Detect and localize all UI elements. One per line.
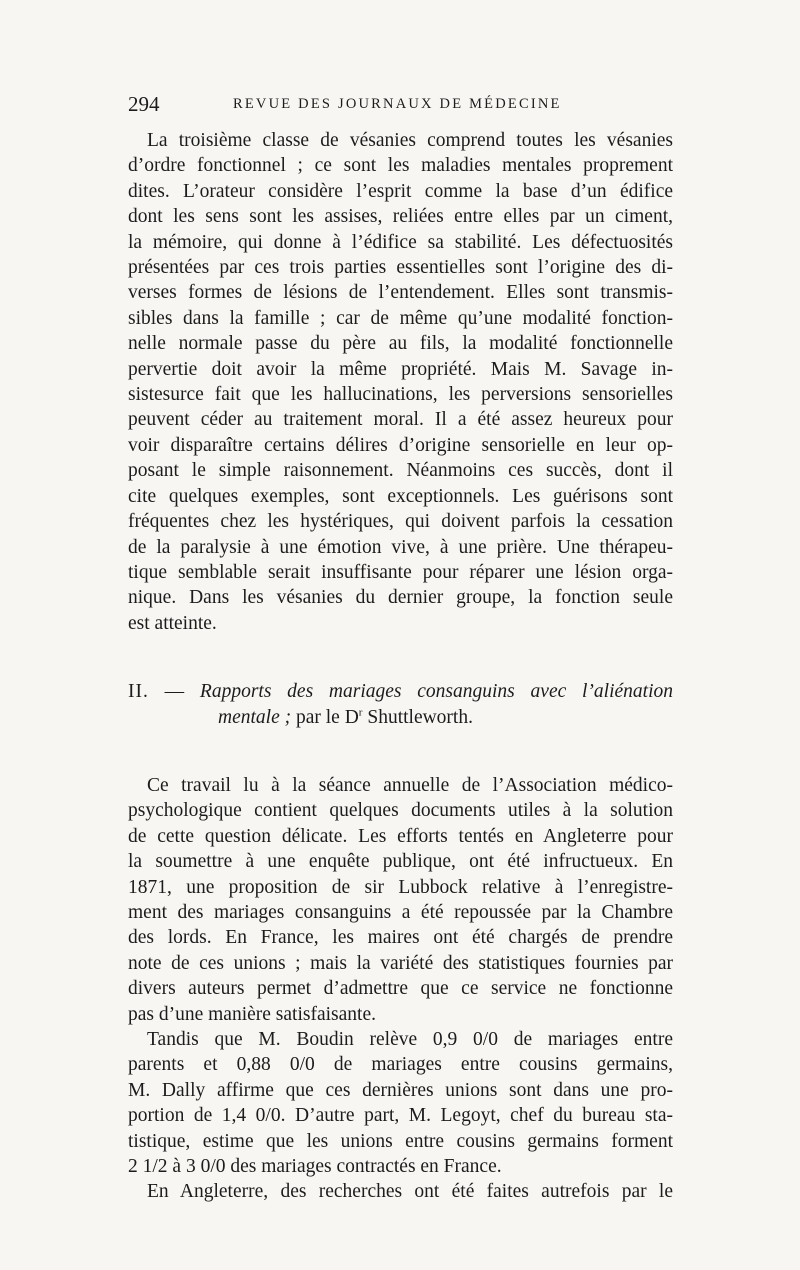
section-title: Rapports des mariages consanguins avec l’aliénation: [199, 681, 673, 703]
text-line: La troisième classe de vésanies comprend toutes les vésanies: [147, 130, 673, 151]
page-header: [128, 92, 673, 122]
section-numeral: II.: [128, 681, 149, 703]
text-line: 1871, une proposition de sir Lubbock relative à l’enregistre-: [128, 876, 673, 898]
text-line: de la paralysie à une émotion vive, à une prière. Une thérapeu-: [128, 536, 673, 558]
text-line: divers auteurs permet d’admettre que ce service ne fonctionne: [128, 978, 673, 1000]
paragraph-vesanies: [128, 128, 673, 636]
text-line: tistique, estime que les unions entre cousins germains forment: [128, 1130, 673, 1152]
text-line: nique. Dans les vésanies du dernier groupe, la fonction seule: [128, 587, 673, 609]
text-line: voir disparaître certains délires d’origine sensorielle en leur op-: [128, 434, 673, 456]
text-line: est atteinte.: [128, 612, 217, 634]
text-line: ment des mariages consanguins a été repoussée par la Chambre: [128, 901, 673, 923]
section-author-name: Shuttleworth.: [367, 706, 473, 728]
text-line: portion de 1,4 0/0. D’autre part, M. Legoyt, chef du bureau sta-: [128, 1105, 673, 1127]
text-line: dites. L’orateur considère l’esprit comme la base d’un édifice: [128, 180, 673, 202]
section-heading-line-2: [128, 705, 673, 730]
paragraph-statistiques: [128, 1027, 673, 1179]
text-line: posant le simple raisonnement. Néanmoins ces succès, dont il: [128, 460, 673, 482]
text-line: sibles dans la famille ; car de même qu’une modalité fonction-: [128, 307, 673, 329]
body-text: [128, 128, 673, 1205]
text-line: d’ordre fonctionnel ; ce sont les maladies mentales proprement: [128, 155, 673, 177]
text-line: la soumettre à une enquête publique, ont été infructueux. En: [128, 851, 673, 873]
text-line: 2 1/2 à 3 0/0 des mariages contractés en France.: [128, 1156, 502, 1178]
text-line: de cette question délicate. Les efforts tentés en Angleterre pour: [128, 825, 673, 847]
section-heading: [128, 679, 673, 730]
page-number: 294: [128, 92, 160, 116]
text-line: Ce travail lu à la séance annuelle de l’Association médico-: [147, 774, 673, 796]
text-line: parents et 0,88 0/0 de mariages entre cousins germains,: [128, 1054, 673, 1076]
section-dash: —: [164, 681, 185, 703]
text-line: psychologique contient quelques documents utiles à la solution: [128, 800, 673, 822]
text-line: la mémoire, qui donne à l’édifice sa stabilité. Les défectuosités: [128, 231, 673, 253]
text-line: En Angleterre, des recherches ont été faites autrefois par le: [147, 1181, 673, 1203]
text-line: pervertie doit avoir la même propriété. Mais M. Savage in-: [128, 358, 673, 380]
text-line: peuvent céder au traitement moral. Il a été assez heureux pour: [128, 409, 673, 431]
section-author-prefix: par le D: [295, 706, 359, 728]
paragraph-angleterre: [128, 1179, 673, 1204]
text-line: des lords. En France, les maires ont été chargés de prendre: [128, 927, 673, 949]
paragraph-travail: [128, 773, 673, 1027]
text-line: nelle normale passe du père au fils, la modalité fonctionnelle: [128, 333, 673, 355]
text-line: sistesurce fait que les hallucinations, les perversions sensorielles: [128, 384, 673, 406]
text-line: cite quelques exemples, sont exceptionnels. Les guérisons sont: [128, 485, 673, 507]
section-heading-line-1: [128, 679, 673, 704]
section-title-continued: mentale ;: [218, 706, 292, 728]
text-line: fréquentes chez les hystériques, qui doivent parfois la cessation: [128, 511, 673, 533]
section-author-sup: r: [358, 706, 363, 719]
text-line: tique semblable serait insuffisante pour réparer une lésion orga-: [128, 561, 673, 583]
running-title: REVUE DES JOURNAUX DE MÉDECINE: [233, 96, 562, 112]
text-line: verses formes de lésions de l’entendement. Elles sont transmis-: [128, 282, 673, 304]
text-line: Tandis que M. Boudin relève 0,9 0/0 de mariages entre: [147, 1029, 673, 1050]
text-line: M. Dally affirme que ces dernières unions sont dans une pro-: [128, 1079, 673, 1101]
text-line: pas d’une manière satisfaisante.: [128, 1003, 376, 1025]
text-line: note de ces unions ; mais la variété des statistiques fournies par: [128, 952, 673, 974]
text-line: présentées par ces trois parties essentielles sont l’origine des di-: [128, 257, 673, 279]
text-line: dont les sens sont les assises, reliées entre elles par un ciment,: [128, 206, 673, 228]
